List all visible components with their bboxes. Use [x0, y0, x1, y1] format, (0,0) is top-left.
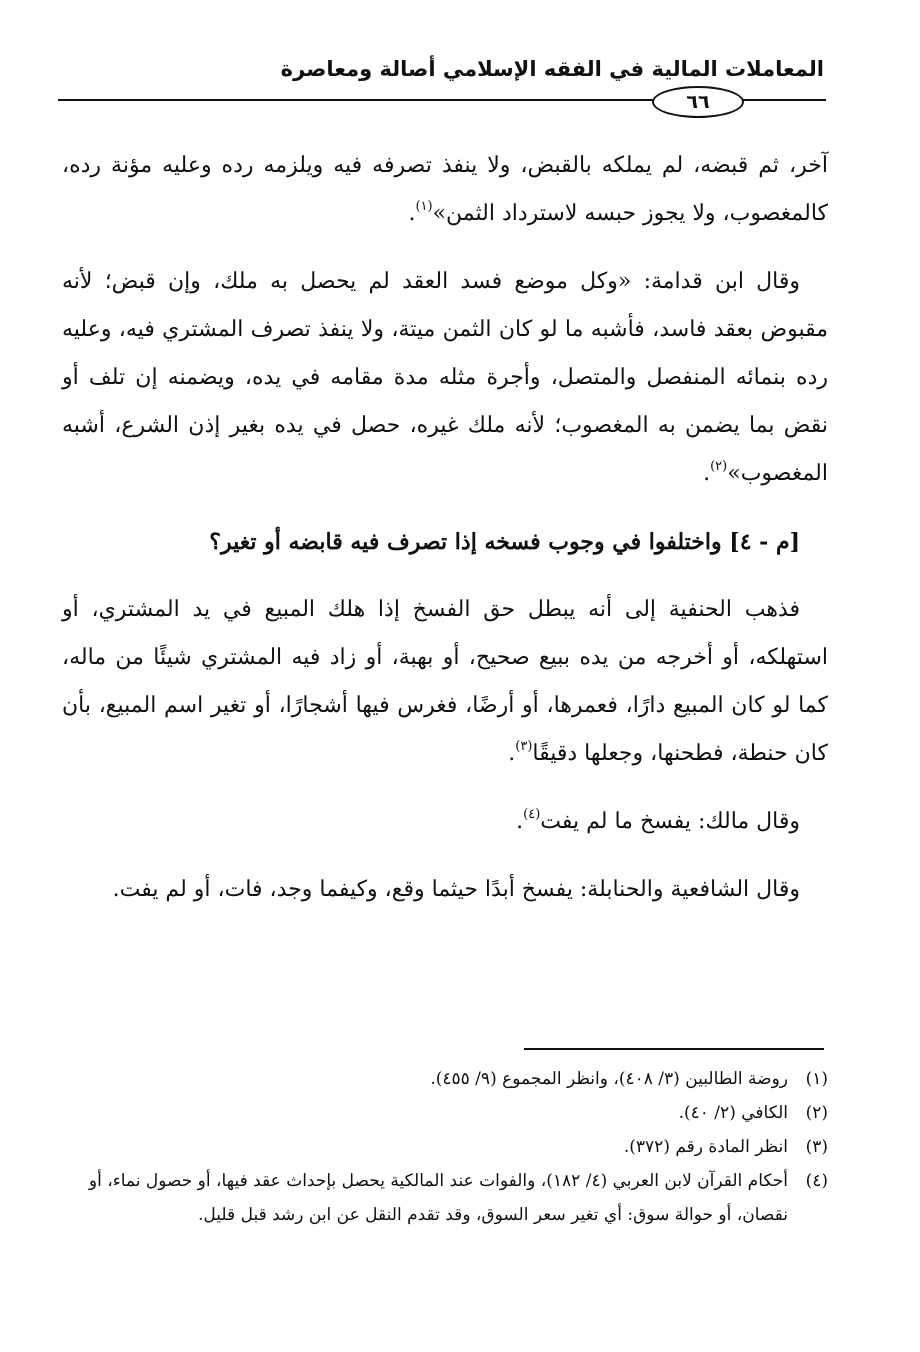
- footnote-number: (١): [805, 1069, 828, 1089]
- paragraph: [62, 866, 828, 914]
- running-header-title: المعاملات المالية في الفقه الإسلامي أصالة ومعاصرة: [280, 57, 824, 81]
- footnote: [62, 1130, 828, 1164]
- paragraph: [62, 258, 828, 498]
- footnote-number: (٤): [805, 1171, 828, 1191]
- footnote-ref: (٣): [515, 739, 533, 754]
- paragraph-end: .: [508, 741, 516, 766]
- footnote-number: (٢): [805, 1103, 828, 1123]
- footnotes: [62, 1062, 828, 1232]
- footnote-text: الكافي (٢/ ٤٠).: [678, 1103, 788, 1123]
- footnote-ref: (٢): [710, 459, 728, 474]
- footnote: [62, 1062, 828, 1096]
- paragraph-end: .: [516, 809, 524, 834]
- paragraph-text: فذهب الحنفية إلى أنه يبطل حق الفسخ إذا هلك المبيع في يد المشتري، أو استهلكه، أو أخرجه من يده ببيع صحيح، أو بهبة، أو زاد فيه المشتري شيئًا من ماله، كما لو كان المبيع دارًا، فعمرها، أو أرضًا، فغرس فيها أشجارًا، أو تغير اسم المبيع، بأن كان حنطة، فطحنها، وجعلها دقيقًا: [62, 597, 828, 766]
- paragraph-end: .: [408, 201, 416, 226]
- heading-text: [م - ٤] واختلفوا في وجوب فسخه إذا تصرف فيه قابضه أو تغير؟: [209, 529, 800, 555]
- footnote-ref: (٤): [523, 807, 541, 822]
- footnote-text: أحكام القرآن لابن العربي (٤/ ١٨٢)، والفوات عند المالكية يحصل بإحداث عقد فيها، أو حصول نماء، أو نقصان، أو حوالة سوق: أي تغير سعر السوق، وقد تقدم النقل عن ابن رشد قبل قليل.: [88, 1171, 788, 1225]
- footnote-text: انظر المادة رقم (٣٧٢).: [623, 1137, 788, 1157]
- footnote-number: (٣): [805, 1137, 828, 1157]
- paragraph-text: وقال الشافعية والحنابلة: يفسخ أبدًا حيثما وقع، وكيفما وجد، فات، أو لم يفت.: [112, 877, 800, 902]
- paragraph: [62, 586, 828, 778]
- paragraph: [62, 142, 828, 238]
- footnote-text: روضة الطالبين (٣/ ٤٠٨)، وانظر المجموع (٩/ ٤٥٥).: [430, 1069, 788, 1089]
- issue-heading: [62, 518, 828, 566]
- page-number-badge: ٦٦: [652, 86, 744, 118]
- footnote-separator: [524, 1048, 824, 1050]
- main-text: [62, 142, 828, 934]
- paragraph-end: .: [703, 461, 711, 486]
- paragraph-text: وقال ابن قدامة: «وكل موضع فسد العقد لم يحصل به ملك، وإن قبض؛ لأنه مقبوض بعقد فاسد، فأشبه ما لو كان الثمن ميتة، ولا ينفذ تصرف المشتري فيه، وعليه رده بنمائه المنفصل والمتصل، وأجرة مثله مدة مقامه في يده، ويضمنه إن تلف أو نقض بما يضمن به المغصوب؛ لأنه ملك غيره، حصل في يده بغير إذن الشرع، أشبه المغصوب»: [62, 269, 828, 486]
- footnote: [62, 1164, 828, 1232]
- footnote-ref: (١): [415, 199, 433, 214]
- paragraph-text: آخر، ثم قبضه، لم يملكه بالقبض، ولا ينفذ تصرفه فيه ويلزمه رده وعليه مؤنة رده، كالمغصوب، ولا يجوز حبسه لاسترداد الثمن»: [62, 153, 828, 226]
- paragraph-text: وقال مالك: يفسخ ما لم يفت: [540, 809, 800, 834]
- paragraph: [62, 798, 828, 846]
- footnote: [62, 1096, 828, 1130]
